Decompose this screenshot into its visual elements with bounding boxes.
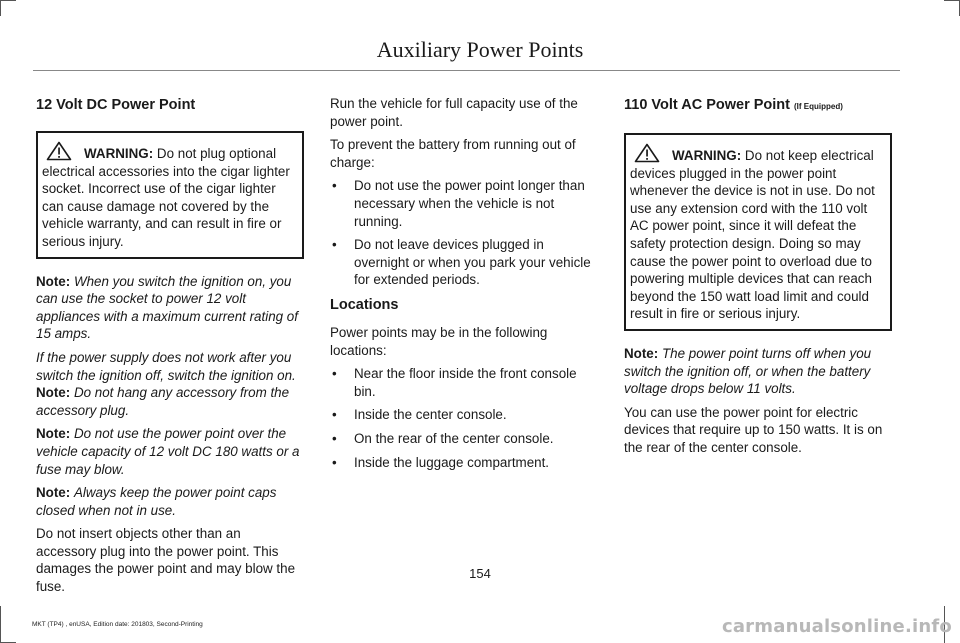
list-item-text: Do not use the power point longer than necessary when the vehicle is not running. [354, 178, 585, 229]
crop-mark [0, 606, 1, 643]
crop-mark [944, 0, 960, 1]
column-right [624, 95, 892, 463]
body-paragraph: Run the vehicle for full capacity use of the power point. [330, 96, 578, 129]
crop-mark [0, 0, 1, 16]
note-label: Note: [624, 345, 659, 361]
list-item-text: On the rear of the center console. [354, 430, 554, 446]
body-paragraph: Do not insert objects other than an accessory plug into the power point. This damages the power point and may blow the fuse. [36, 526, 296, 595]
list-item [330, 177, 598, 230]
note-label: Note: [36, 426, 71, 442]
list-item [330, 236, 598, 289]
list-item-text: Near the floor inside the front console bin. [354, 366, 577, 399]
warning-label: WARNING: [84, 146, 154, 161]
list-item [330, 406, 598, 424]
warning-text: Do not keep electrical devices plugged in the power point whenever the device is not in use. Do not use any extension cord with the 110 volt AC power point, since it will defeat the safety protection design. Doing so may cause the power point to overload due to powering multiple devices that can reach beyond the 150 watt load limit and could result in fire or serious injury. [630, 148, 875, 322]
warning-text: Do not plug optional electrical accessories into the cigar lighter socket. Incorrect use of the cigar lighter can cause damage not covered by the vehicle warranty, and can result in fire or serious injury. [42, 146, 290, 249]
note-text: When you switch the ignition on, you can use the socket to power 12 volt appliances with a maximum current rating of 15 amps. [36, 273, 298, 342]
heading-text: 110 Volt AC Power Point [624, 97, 790, 113]
bullet-glyph: • [332, 178, 337, 194]
warning-triangle-icon [46, 141, 82, 161]
list-item [330, 365, 598, 400]
list-item-text: Inside the center console. [354, 407, 507, 423]
column-left [36, 95, 304, 602]
page-number: 154 [469, 566, 491, 581]
warning-box-12v [36, 131, 304, 259]
list-item [330, 430, 598, 448]
bullet-glyph: • [332, 407, 337, 423]
section-heading-locations: Locations [330, 296, 399, 313]
body-paragraph: Power points may be in the following locations: [330, 324, 548, 358]
bullet-glyph: • [332, 430, 337, 446]
bullet-glyph: • [332, 237, 337, 253]
list-item [330, 454, 598, 472]
note-text: If the power supply does not work after you switch the ignition off, switch the ignition on. [36, 349, 296, 383]
column-middle [330, 95, 598, 477]
body-paragraph: You can use the power point for electric devices that require up to 150 watts. It is on the rear of the center console. [624, 404, 883, 455]
bullet-list [330, 177, 598, 289]
edition-footer: MKT (TP4) , enUSA, Edition date: 201803, Second-Printing [32, 621, 203, 628]
warning-label: WARNING: [672, 148, 742, 163]
page-title: Auxiliary Power Points [376, 37, 584, 62]
list-item-text: Inside the luggage compartment. [354, 454, 550, 470]
bullet-glyph: • [332, 366, 337, 382]
note-label: Note: [36, 385, 71, 401]
note-text: Always keep the power point caps closed when not in use. [36, 485, 277, 518]
note-label: Note: [36, 485, 71, 501]
warning-box-110v [624, 133, 892, 331]
bullet-glyph: • [332, 454, 337, 470]
heading-suffix: (If Equipped) [794, 102, 843, 111]
section-heading-110v [624, 95, 892, 117]
list-item-text: Do not leave devices plugged in overnight or when you park your vehicle for extended periods. [354, 237, 591, 288]
note-text: Do not use the power point over the vehicle capacity of 12 volt DC 180 watts or a fuse may blow. [36, 426, 300, 477]
warning-triangle-icon [634, 143, 670, 163]
crop-mark [0, 0, 16, 1]
header-divider [33, 70, 900, 71]
note-text: The power point turns off when you switch the ignition off, or when the battery voltage drops below 11 volts. [624, 345, 872, 397]
watermark: carmanualsonline.info [721, 616, 952, 637]
section-heading-12v: 12 Volt DC Power Point [36, 97, 196, 113]
bullet-list [330, 365, 598, 471]
note-text: Do not hang any accessory from the accessory plug. [36, 385, 290, 418]
note-label: Note: [36, 273, 71, 289]
body-paragraph: To prevent the battery from running out of charge: [330, 137, 576, 170]
